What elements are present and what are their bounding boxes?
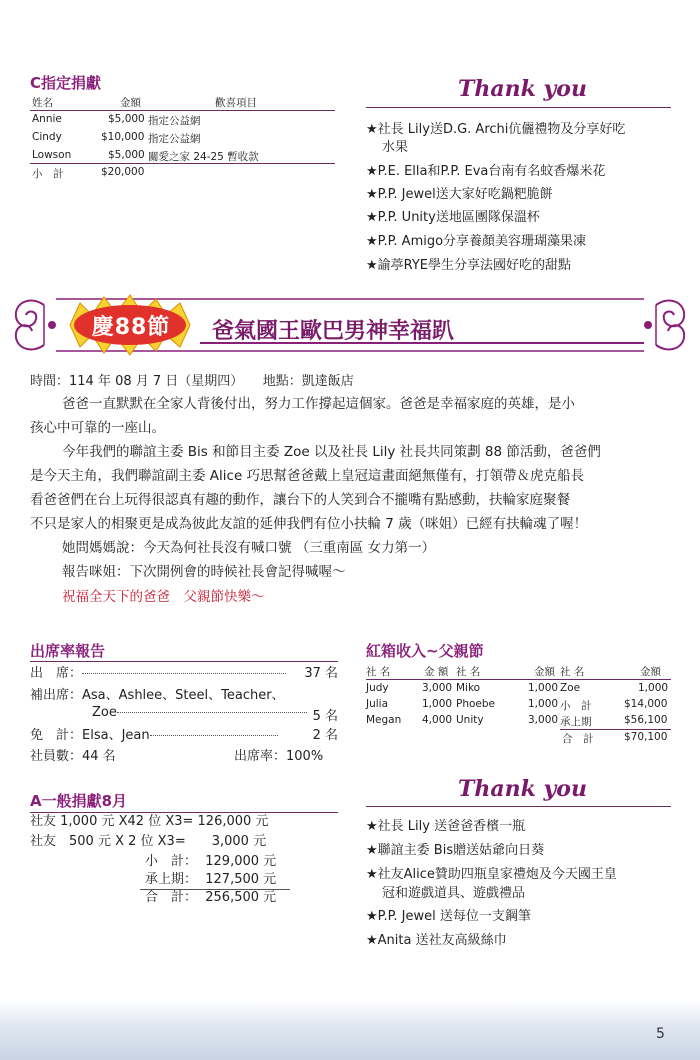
cell-amount: 1,000 [528,698,559,710]
event-time-location: 時間：114 年 08 月 7 日（星期四） 地點：凱達飯店 [30,374,354,389]
cell-name: Miko [456,682,481,694]
event-paragraph: 爸爸一直默默在全家人背後付出，努力工作撐起這個家。爸爸是幸福家庭的英雄，是小 [62,396,575,412]
present-value: 37 名 [304,666,338,681]
cell-name: 承上期 [560,716,592,728]
thanks-item: ★P.E. Ella和P.P. Eva台南有名蚊香爆米花 [366,164,606,179]
header-amount: 金額 [120,97,141,109]
thanks-top-title: Thank you [458,76,587,102]
a-line: 社友 1,000 元 X42 位 X3= 126,000 元 [30,814,269,829]
exempt-value: 2 名 [312,728,338,743]
exempt-names: Elsa、Jean [82,728,150,743]
cell-amount: 3,000 [422,682,453,694]
event-paragraph: 她問媽媽說：今天為何社長沒有喊口號 （三重南區 女力第一） [62,540,436,556]
c-header-rule [30,110,335,111]
a-total: 合 計： 256,500 元 [145,890,277,905]
total-label: 合 計 [562,733,594,745]
cell-name: Megan [366,714,402,726]
event-blessing: 祝福全天下的爸爸 父親節快樂～ [62,589,265,605]
red-box-title: 紅箱收入~父親節 [366,642,484,660]
event-paragraph: 看爸爸們在台上玩得很認真有趣的動作，讓台下的人笑到合不攏嘴有點感動，扶輪家庭聚餐 [30,492,570,508]
event-paragraph: 孩心中可靠的一座山。 [30,420,165,436]
thanks-item: ★社友Alice贊助四瓶皇家禮炮及今天國王皇 [366,867,617,882]
cell-amount: 1,000 [528,682,559,694]
c-subtotal-rule [30,163,335,164]
header-amount: 金 額 [424,666,449,678]
banner-title: 爸氣國王歐巴男神幸福趴 [212,319,455,344]
cell-name: Annie [32,113,62,125]
leader-dots [82,673,286,674]
thanks-item: ★社長 Lily 送爸爸香檳一瓶 [366,819,526,834]
thanks-item: ★社長 Lily送D.G. Archi伉儷禮物及分享好吃 [366,122,626,137]
cell-amount: 4,000 [422,714,453,726]
cell-amount: $5,000 [108,113,145,125]
header-name: 社 名 [456,666,481,678]
thanks-item-cont: 冠和遊戲道具、遊戲禮品 [382,886,526,901]
makeup-value: 5 名 [312,709,338,724]
thanks-item: ★Anita 送社友高級絲巾 [366,933,507,948]
event-paragraph: 今年我們的聯誼主委 Bis 和節目主委 Zoe 以及社長 Lily 社長共同策劃 88 節活動，爸爸們 [62,444,601,460]
cell-amount: $56,100 [624,714,668,726]
event-paragraph: 是今天主角，我們聯誼副主委 Alice 巧思幫爸爸戴上皇冠這畫面絕無僅有，打領帶＆虎克船長 [30,468,585,484]
event-paragraph: 報告咪姐：下次開例會的時候社長會記得喊喔～ [62,564,346,580]
cell-amount: 3,000 [528,714,559,726]
thanks-top-rule [366,107,671,108]
a-subtotal: 小 計： 129,000 元 [145,854,277,869]
cell-name: Julia [366,698,389,710]
footer-background [0,1000,700,1060]
cell-amount: $5,000 [108,149,145,161]
header-name: 姓名 [32,97,53,109]
makeup-names: Zoe [92,705,117,720]
attendance-makeup-cont [92,705,338,724]
cell-amount: 1,000 [422,698,453,710]
red-box-total-rule [560,729,671,730]
thanks-item-cont: 水果 [382,140,409,155]
cell-name: Cindy [32,131,62,143]
cell-name: Lowson [32,149,72,161]
cell-name: 小 計 [560,700,592,712]
attendance-title: 出席率報告 [30,642,106,660]
attendance-members: 社員數：44 名 [30,749,116,764]
event-paragraph: 不只是家人的相聚更是成為彼此友誼的延伸我們有位小扶輪 7 歲（咪姐）已經有扶輪魂了喔！ [30,516,588,532]
cell-name: Zoe [560,682,581,694]
exempt-label: 免 計： [30,728,83,743]
a-section-title: A一般捐獻8月 [30,792,128,810]
cell-item: 指定公益網 [148,133,201,145]
thanks-item: ★P.P. Jewel 送每位一支鋼筆 [366,909,531,924]
total-value: $70,100 [624,731,668,743]
attendance-exempt [30,724,338,743]
present-label: 出 席： [30,666,83,681]
cell-name: Phoebe [456,698,495,710]
makeup-label: 補出席： [30,688,83,703]
cell-amount: $10,000 [101,131,145,143]
thanks-bottom-rule [366,806,671,807]
thanks-item: ★P.P. Unity送地區團隊保溫杯 [366,210,540,225]
leader-dots [117,712,307,713]
cell-amount: 1,000 [638,682,669,694]
attendance-rate: 出席率：100% [234,749,324,764]
subtotal-label: 小 計 [32,168,64,180]
c-section-title: C指定捐獻 [30,74,102,92]
page-number: 5 [656,1026,665,1042]
a-line: 社友 500 元 X 2 位 X3= 3,000 元 [30,834,267,849]
header-name: 社 名 [560,666,585,678]
thanks-item: ★聯誼主委 Bis贈送姑爺向日葵 [366,843,545,858]
cell-amount: $14,000 [624,698,668,710]
cell-name: Judy [366,682,389,694]
subtotal-value: $20,000 [101,166,145,178]
banner-badge-text: 慶88節 [91,315,171,340]
header-amount: 金額 [640,666,661,678]
thanks-item: ★P.P. Jewel送大家好吃鍋粑脆餅 [366,187,553,202]
header-name: 社 名 [366,666,391,678]
attendance-present [30,662,338,681]
a-previous: 承上期： 127,500 元 [145,872,277,887]
cell-name: Unity [456,714,484,726]
cell-item: 關愛之家 24-25 暫收款 [148,151,259,163]
header-item: 歡喜項目 [215,97,257,109]
makeup-names: Asa、Ashlee、Steel、Teacher、 [82,688,285,703]
thanks-item: ★P.P. Amigo分享養顏美容珊瑚藻果凍 [366,234,587,249]
header-amount: 金額 [534,666,555,678]
cell-item: 指定公益網 [148,115,201,127]
attendance-makeup [30,684,285,703]
leader-dots [150,735,278,736]
thanks-item: ★諭葶RYE學生分享法國好吃的甜點 [366,258,572,273]
red-box-header-rule [366,679,671,680]
thanks-bottom-title: Thank you [458,776,587,802]
